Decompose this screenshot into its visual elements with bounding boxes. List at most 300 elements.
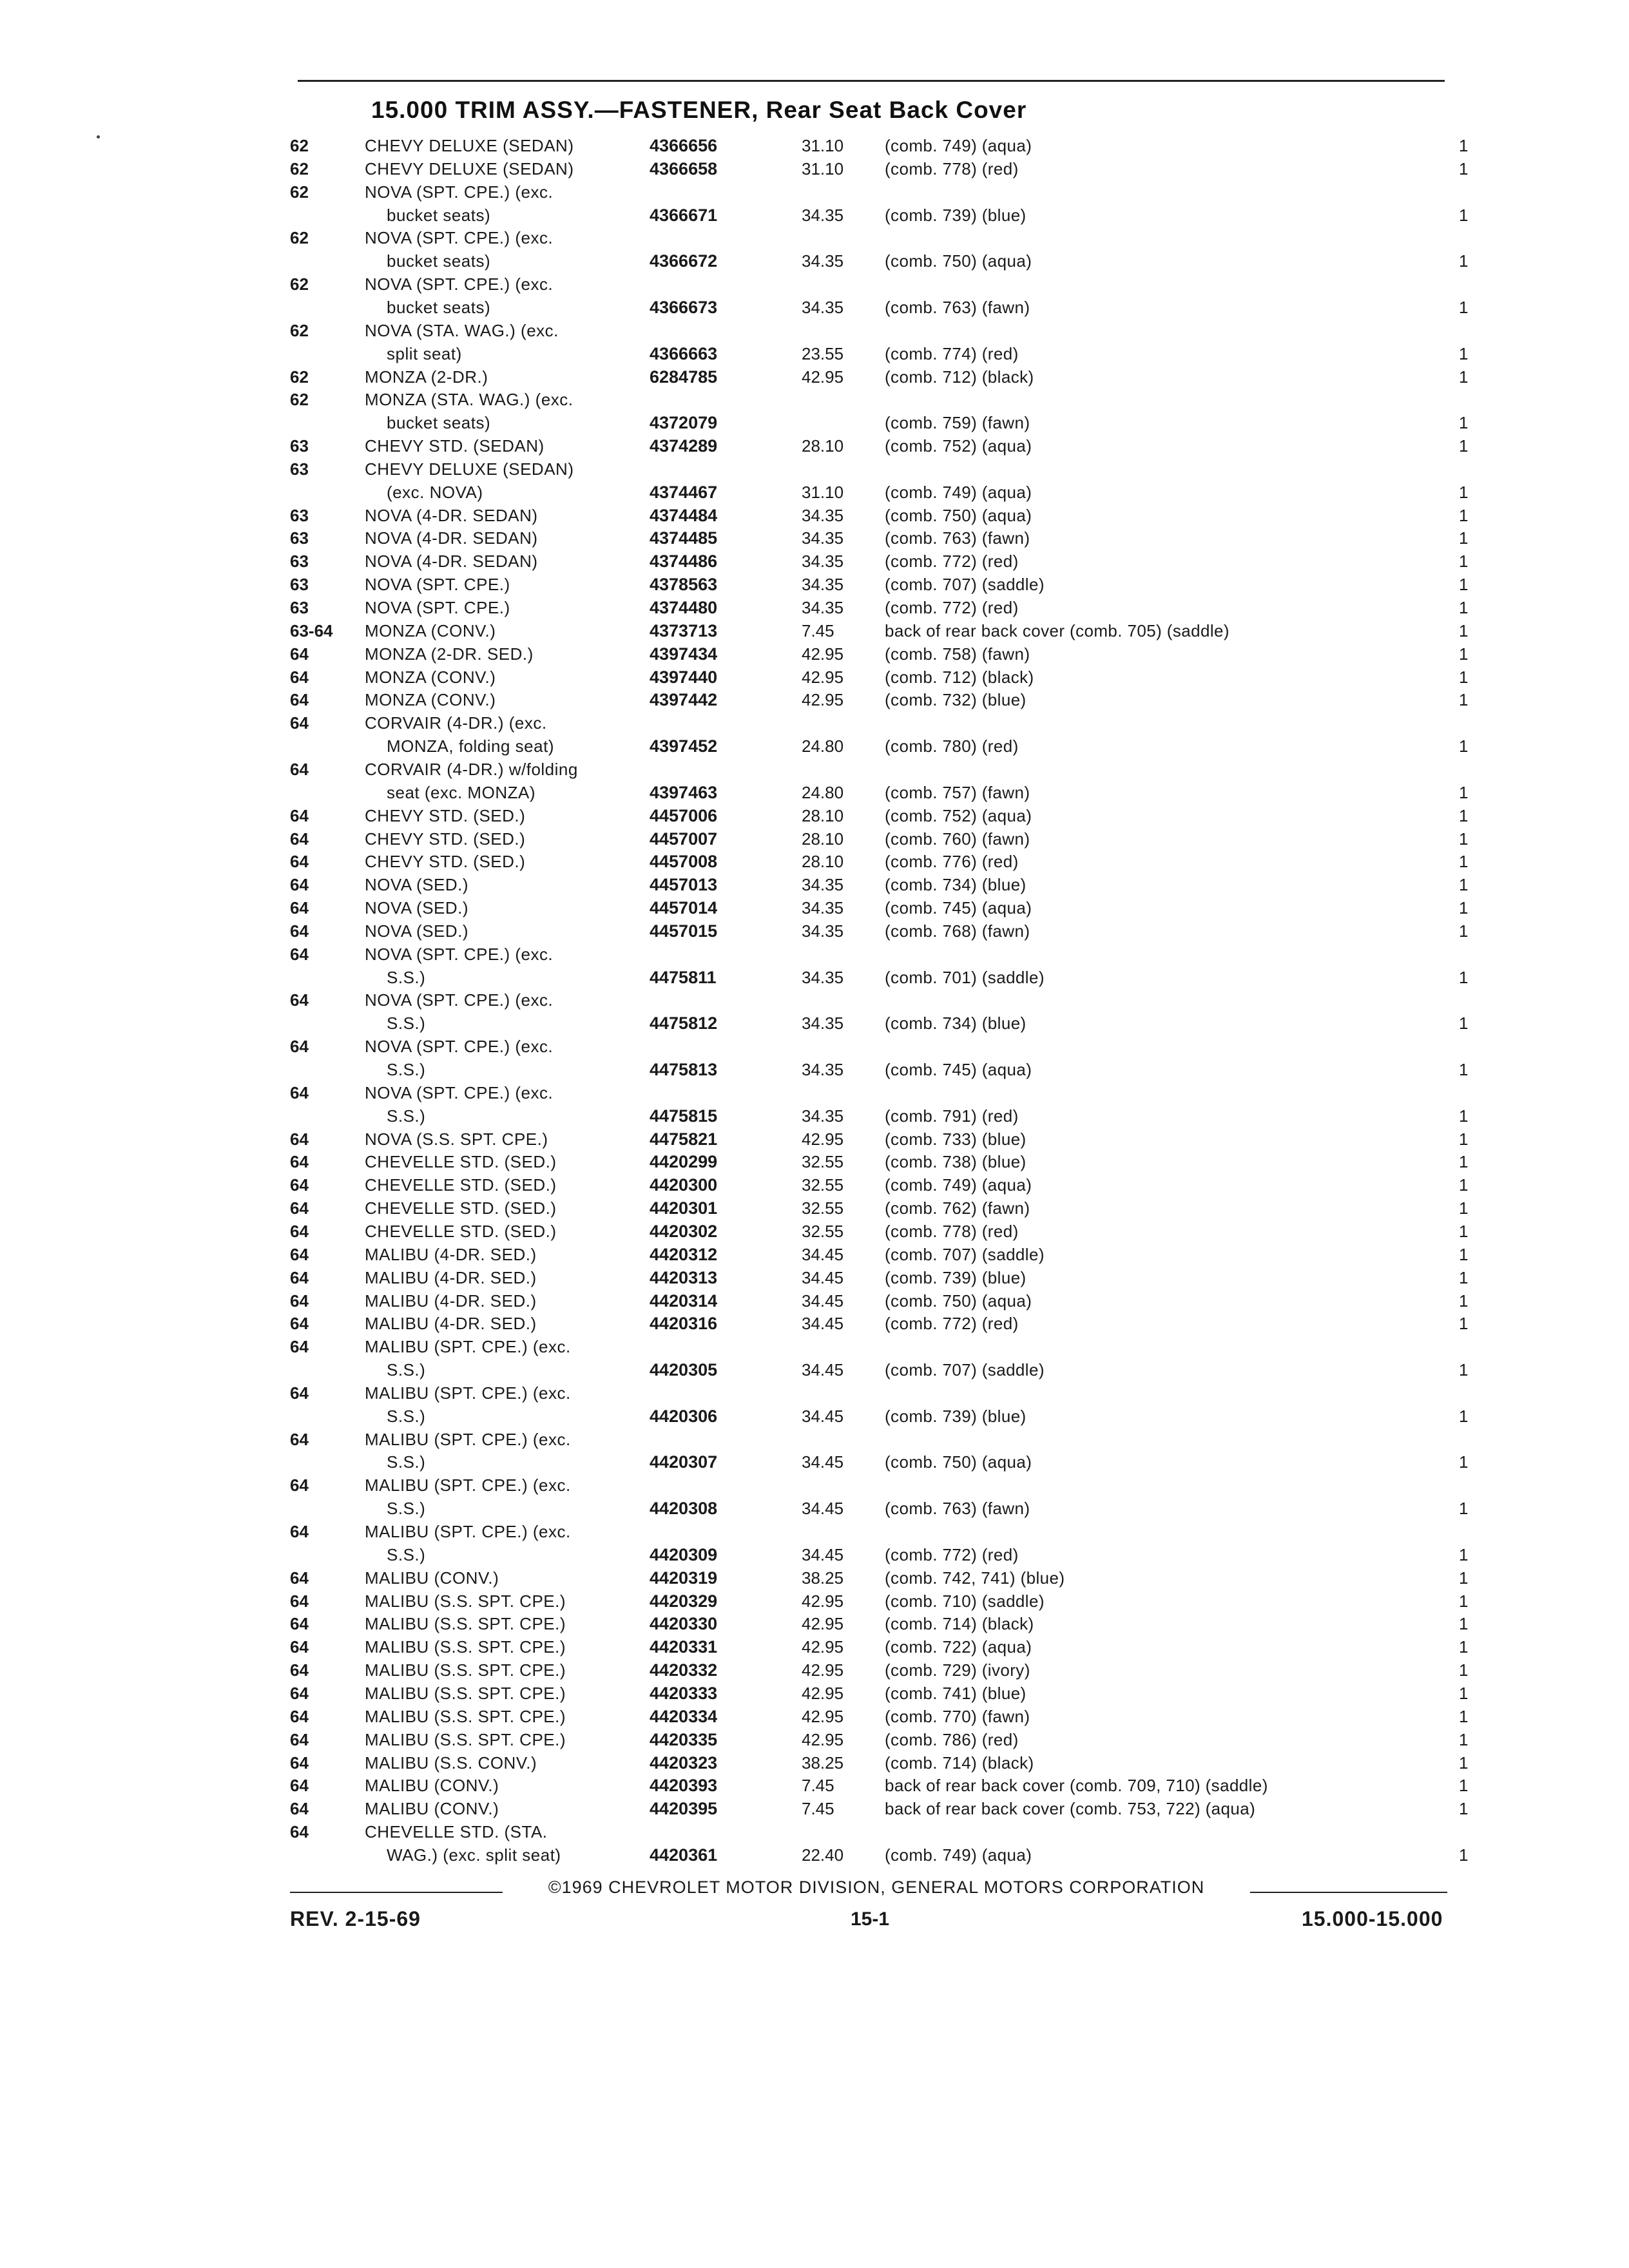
table-row bbox=[0, 1128, 1629, 1151]
trim-combination: (comb. 734) (blue) bbox=[885, 1014, 1027, 1033]
table-row bbox=[0, 1658, 1629, 1682]
trim-combination: (comb. 738) (blue) bbox=[885, 1152, 1027, 1172]
table-row bbox=[0, 1612, 1629, 1635]
table-row bbox=[0, 1566, 1629, 1590]
model-year: 64 bbox=[290, 667, 309, 687]
model-year: 64 bbox=[290, 713, 309, 733]
table-row bbox=[0, 434, 1629, 457]
table-row bbox=[0, 457, 1629, 481]
part-number: 4372079 bbox=[650, 413, 718, 433]
model-description: MALIBU (S.S. SPT. CPE.) bbox=[365, 1706, 566, 1726]
model-description: CHEVY STD. (SED.) bbox=[365, 852, 526, 872]
trim-combination: (comb. 742, 741) (blue) bbox=[885, 1568, 1065, 1588]
list-price: 34.35 bbox=[802, 528, 844, 548]
quantity: 1 bbox=[1459, 1406, 1469, 1426]
trim-combination: (comb. 786) (red) bbox=[885, 1729, 1019, 1749]
model-year: 64 bbox=[290, 829, 309, 849]
list-price: 34.35 bbox=[802, 505, 844, 525]
model-description: MALIBU (SPT. CPE.) (exc. bbox=[365, 1475, 571, 1495]
part-number: 4457013 bbox=[650, 875, 718, 895]
table-row bbox=[0, 550, 1629, 573]
part-number: 4475815 bbox=[650, 1106, 718, 1126]
model-description: MALIBU (SPT. CPE.) (exc. bbox=[365, 1429, 571, 1449]
model-description: NOVA (SED.) bbox=[365, 898, 469, 918]
model-description: MONZA (STA. WAG.) (exc. bbox=[365, 390, 574, 410]
table-row bbox=[0, 1173, 1629, 1196]
trim-combination: (comb. 749) (aqua) bbox=[885, 1175, 1032, 1195]
list-price: 42.95 bbox=[802, 1729, 844, 1749]
list-price: 34.35 bbox=[802, 552, 844, 572]
model-description: CHEVELLE STD. (STA. bbox=[365, 1822, 548, 1842]
trim-combination: back of rear back cover (comb. 709, 710) (saddle) bbox=[885, 1776, 1268, 1796]
trim-combination: (comb. 791) (red) bbox=[885, 1106, 1019, 1126]
model-year: 64 bbox=[290, 1475, 309, 1495]
quantity: 1 bbox=[1459, 528, 1469, 548]
model-description: bucket seats) bbox=[387, 297, 491, 317]
model-year: 63 bbox=[290, 598, 309, 617]
table-row bbox=[0, 896, 1629, 919]
model-year: 64 bbox=[290, 852, 309, 872]
table-row bbox=[0, 180, 1629, 204]
model-description: bucket seats) bbox=[387, 251, 491, 271]
quantity: 1 bbox=[1459, 1660, 1469, 1680]
table-row bbox=[0, 1220, 1629, 1243]
trim-combination: (comb. 774) (red) bbox=[885, 343, 1019, 363]
quantity: 1 bbox=[1459, 1175, 1469, 1195]
list-price: 34.45 bbox=[802, 1291, 844, 1311]
table-row bbox=[0, 1266, 1629, 1289]
model-description: NOVA (SPT. CPE.) bbox=[365, 575, 510, 595]
model-year: 64 bbox=[290, 1429, 309, 1449]
list-price: 34.35 bbox=[802, 921, 844, 941]
table-row bbox=[0, 1751, 1629, 1774]
quantity: 1 bbox=[1459, 1544, 1469, 1564]
quantity: 1 bbox=[1459, 575, 1469, 595]
list-price: 7.45 bbox=[802, 620, 834, 640]
trim-combination: (comb. 763) (fawn) bbox=[885, 297, 1030, 317]
trim-combination: (comb. 722) (aqua) bbox=[885, 1637, 1032, 1657]
model-year: 64 bbox=[290, 1037, 309, 1057]
part-number: 4420316 bbox=[650, 1314, 718, 1334]
model-description: CHEVY STD. (SED.) bbox=[365, 805, 526, 825]
model-description: NOVA (SPT. CPE.) (exc. bbox=[365, 228, 554, 248]
part-number: 4366671 bbox=[650, 205, 718, 225]
trim-combination: back of rear back cover (comb. 705) (saddle) bbox=[885, 620, 1229, 640]
quantity: 1 bbox=[1459, 413, 1469, 433]
table-row bbox=[0, 1635, 1629, 1658]
quantity: 1 bbox=[1459, 505, 1469, 525]
model-year: 64 bbox=[290, 1637, 309, 1657]
model-year: 63 bbox=[290, 459, 309, 479]
model-year: 63 bbox=[290, 436, 309, 456]
model-description: MALIBU (S.S. SPT. CPE.) bbox=[365, 1660, 566, 1680]
list-price: 31.10 bbox=[802, 136, 844, 155]
model-description: CHEVELLE STD. (SED.) bbox=[365, 1198, 557, 1218]
trim-combination: (comb. 750) (aqua) bbox=[885, 251, 1032, 271]
table-row bbox=[0, 1474, 1629, 1497]
quantity: 1 bbox=[1459, 829, 1469, 849]
model-description: MALIBU (S.S. SPT. CPE.) bbox=[365, 1614, 566, 1634]
model-description: S.S.) bbox=[387, 1406, 426, 1426]
table-row bbox=[0, 873, 1629, 896]
list-price: 24.80 bbox=[802, 782, 844, 802]
page-number: 15-1 bbox=[851, 1908, 890, 1930]
part-number: 4420361 bbox=[650, 1845, 718, 1865]
model-year: 64 bbox=[290, 1568, 309, 1588]
model-year: 64 bbox=[290, 1591, 309, 1611]
model-year: 62 bbox=[290, 182, 309, 202]
list-price: 38.25 bbox=[802, 1568, 844, 1588]
part-number: 4420323 bbox=[650, 1753, 718, 1773]
page-title: 15.000 TRIM ASSY.—FASTENER, Rear Seat Back Cover bbox=[371, 97, 1027, 123]
table-row bbox=[0, 1520, 1629, 1543]
table-row bbox=[0, 249, 1629, 273]
table-row bbox=[0, 319, 1629, 342]
model-description: bucket seats) bbox=[387, 205, 491, 225]
model-description: MALIBU (S.S. CONV.) bbox=[365, 1753, 537, 1773]
model-description: S.S.) bbox=[387, 1060, 426, 1079]
list-price: 42.95 bbox=[802, 1591, 844, 1611]
table-row bbox=[0, 526, 1629, 550]
model-description: CHEVY DELUXE (SEDAN) bbox=[365, 459, 574, 479]
model-year: 64 bbox=[290, 1337, 309, 1357]
quantity: 1 bbox=[1459, 967, 1469, 987]
model-year: 63 bbox=[290, 505, 309, 525]
table-row bbox=[0, 758, 1629, 781]
quantity: 1 bbox=[1459, 367, 1469, 387]
list-price: 34.35 bbox=[802, 1060, 844, 1079]
model-year: 63-64 bbox=[290, 620, 333, 640]
model-description: MALIBU (4-DR. SED.) bbox=[365, 1314, 537, 1334]
trim-combination: (comb. 707) (saddle) bbox=[885, 575, 1045, 595]
trim-combination: (comb. 733) (blue) bbox=[885, 1129, 1027, 1149]
part-number: 4420393 bbox=[650, 1776, 718, 1796]
table-row bbox=[0, 1289, 1629, 1312]
trim-combination: (comb. 750) (aqua) bbox=[885, 1291, 1032, 1311]
part-number: 4420309 bbox=[650, 1544, 718, 1564]
trim-combination: (comb. 714) (black) bbox=[885, 1753, 1034, 1773]
part-number: 4397452 bbox=[650, 736, 718, 756]
model-description: NOVA (SPT. CPE.) (exc. bbox=[365, 274, 554, 294]
table-row bbox=[0, 1682, 1629, 1705]
table-row bbox=[0, 388, 1629, 411]
list-price: 42.95 bbox=[802, 1660, 844, 1680]
quantity: 1 bbox=[1459, 1637, 1469, 1657]
model-year: 64 bbox=[290, 1314, 309, 1334]
trim-combination: (comb. 732) (blue) bbox=[885, 690, 1027, 710]
model-year: 64 bbox=[290, 1082, 309, 1102]
model-description: S.S.) bbox=[387, 1360, 426, 1380]
trim-combination: back of rear back cover (comb. 753, 722) (aqua) bbox=[885, 1799, 1256, 1819]
trim-combination: (comb. 760) (fawn) bbox=[885, 829, 1030, 849]
trim-combination: (comb. 757) (fawn) bbox=[885, 782, 1030, 802]
model-year: 62 bbox=[290, 390, 309, 410]
model-year: 64 bbox=[290, 875, 309, 895]
trim-combination: (comb. 745) (aqua) bbox=[885, 898, 1032, 918]
quantity: 1 bbox=[1459, 921, 1469, 941]
model-description: MALIBU (4-DR. SED.) bbox=[365, 1244, 537, 1264]
model-description: NOVA (SPT. CPE.) bbox=[365, 598, 510, 617]
quantity: 1 bbox=[1459, 598, 1469, 617]
quantity: 1 bbox=[1459, 1614, 1469, 1634]
part-number: 4420301 bbox=[650, 1198, 718, 1218]
table-row bbox=[0, 1450, 1629, 1474]
part-number: 4420395 bbox=[650, 1799, 718, 1819]
list-price: 34.45 bbox=[802, 1267, 844, 1287]
trim-combination: (comb. 758) (fawn) bbox=[885, 644, 1030, 664]
trim-combination: (comb. 710) (saddle) bbox=[885, 1591, 1045, 1611]
table-row bbox=[0, 1405, 1629, 1428]
table-row bbox=[0, 481, 1629, 504]
part-number: 4420333 bbox=[650, 1683, 718, 1703]
trim-combination: (comb. 780) (red) bbox=[885, 736, 1019, 756]
model-description: (exc. NOVA) bbox=[387, 482, 483, 502]
trim-combination: (comb. 770) (fawn) bbox=[885, 1706, 1030, 1726]
quantity: 1 bbox=[1459, 1060, 1469, 1079]
quantity: 1 bbox=[1459, 852, 1469, 872]
table-row bbox=[0, 1774, 1629, 1797]
table-row bbox=[0, 642, 1629, 666]
table-row bbox=[0, 1797, 1629, 1820]
quantity: 1 bbox=[1459, 898, 1469, 918]
trim-combination: (comb. 772) (red) bbox=[885, 1314, 1019, 1334]
part-number: 4366672 bbox=[650, 251, 718, 271]
list-price: 42.95 bbox=[802, 690, 844, 710]
list-price: 34.45 bbox=[802, 1544, 844, 1564]
trim-combination: (comb. 776) (red) bbox=[885, 852, 1019, 872]
table-row bbox=[0, 711, 1629, 735]
quantity: 1 bbox=[1459, 875, 1469, 895]
list-price: 34.45 bbox=[802, 1360, 844, 1380]
model-description: S.S.) bbox=[387, 1452, 426, 1472]
model-year: 64 bbox=[290, 1244, 309, 1264]
model-description: CORVAIR (4-DR.) w/folding bbox=[365, 759, 578, 779]
model-year: 64 bbox=[290, 690, 309, 710]
quantity: 1 bbox=[1459, 1360, 1469, 1380]
model-year: 63 bbox=[290, 575, 309, 595]
table-row bbox=[0, 1381, 1629, 1405]
model-description: CORVAIR (4-DR.) (exc. bbox=[365, 713, 547, 733]
quantity: 1 bbox=[1459, 251, 1469, 271]
quantity: 1 bbox=[1459, 1314, 1469, 1334]
quantity: 1 bbox=[1459, 1845, 1469, 1865]
part-number: 4420335 bbox=[650, 1729, 718, 1749]
model-year: 64 bbox=[290, 1776, 309, 1796]
part-number: 4397442 bbox=[650, 690, 718, 710]
copyright-notice: ©1969 CHEVROLET MOTOR DIVISION, GENERAL MOTORS CORPORATION bbox=[548, 1878, 1205, 1897]
part-number: 4475821 bbox=[650, 1129, 718, 1149]
model-description: S.S.) bbox=[387, 1499, 426, 1519]
part-number: 4420307 bbox=[650, 1452, 718, 1472]
list-price: 24.80 bbox=[802, 736, 844, 756]
part-number: 4420300 bbox=[650, 1175, 718, 1195]
part-number: 4366658 bbox=[650, 159, 718, 178]
model-description: S.S.) bbox=[387, 967, 426, 987]
part-number: 4475813 bbox=[650, 1060, 718, 1079]
list-price: 34.35 bbox=[802, 297, 844, 317]
model-year: 64 bbox=[290, 759, 309, 779]
part-number: 4420302 bbox=[650, 1221, 718, 1241]
model-description: MONZA (2-DR. SED.) bbox=[365, 644, 534, 664]
trim-combination: (comb. 768) (fawn) bbox=[885, 921, 1030, 941]
part-number: 4420330 bbox=[650, 1614, 718, 1634]
part-number: 4420308 bbox=[650, 1499, 718, 1519]
table-row bbox=[0, 342, 1629, 365]
table-row bbox=[0, 1543, 1629, 1566]
model-description: CHEVELLE STD. (SED.) bbox=[365, 1152, 557, 1172]
list-price: 28.10 bbox=[802, 852, 844, 872]
part-number: 4397434 bbox=[650, 644, 718, 664]
model-year: 64 bbox=[290, 1729, 309, 1749]
part-number: 4378563 bbox=[650, 575, 718, 595]
table-row bbox=[0, 1150, 1629, 1173]
trim-combination: (comb. 749) (aqua) bbox=[885, 482, 1032, 502]
model-description: MALIBU (S.S. SPT. CPE.) bbox=[365, 1729, 566, 1749]
list-price: 28.10 bbox=[802, 805, 844, 825]
list-price: 31.10 bbox=[802, 159, 844, 178]
model-description: CHEVY STD. (SED.) bbox=[365, 829, 526, 849]
quantity: 1 bbox=[1459, 1291, 1469, 1311]
model-description: NOVA (SED.) bbox=[365, 875, 469, 895]
table-row bbox=[0, 735, 1629, 758]
model-year: 64 bbox=[290, 898, 309, 918]
part-number: 4374484 bbox=[650, 505, 718, 525]
table-row bbox=[0, 1820, 1629, 1843]
quantity: 1 bbox=[1459, 159, 1469, 178]
list-price: 32.55 bbox=[802, 1198, 844, 1218]
trim-combination: (comb. 741) (blue) bbox=[885, 1683, 1027, 1703]
list-price: 34.45 bbox=[802, 1406, 844, 1426]
trim-combination: (comb. 714) (black) bbox=[885, 1614, 1034, 1634]
list-price: 42.95 bbox=[802, 1706, 844, 1726]
trim-combination: (comb. 712) (black) bbox=[885, 367, 1034, 387]
list-price: 7.45 bbox=[802, 1776, 834, 1796]
model-description: MALIBU (SPT. CPE.) (exc. bbox=[365, 1337, 571, 1357]
list-price: 34.35 bbox=[802, 251, 844, 271]
part-number: 4420313 bbox=[650, 1267, 718, 1287]
part-number: 4366673 bbox=[650, 297, 718, 317]
table-row bbox=[0, 619, 1629, 642]
model-year: 64 bbox=[290, 1267, 309, 1287]
table-row bbox=[0, 1428, 1629, 1451]
list-price: 42.95 bbox=[802, 644, 844, 664]
list-price: 28.10 bbox=[802, 436, 844, 456]
trim-combination: (comb. 729) (ivory) bbox=[885, 1660, 1030, 1680]
trim-combination: (comb. 739) (blue) bbox=[885, 205, 1027, 225]
model-description: CHEVELLE STD. (SED.) bbox=[365, 1175, 557, 1195]
quantity: 1 bbox=[1459, 1198, 1469, 1218]
part-number: 4374480 bbox=[650, 598, 718, 617]
quantity: 1 bbox=[1459, 1129, 1469, 1149]
table-row bbox=[0, 296, 1629, 319]
part-number: 4374485 bbox=[650, 528, 718, 548]
trim-combination: (comb. 772) (red) bbox=[885, 598, 1019, 617]
model-description: MALIBU (4-DR. SED.) bbox=[365, 1291, 537, 1311]
part-number: 4457008 bbox=[650, 852, 718, 872]
model-year: 64 bbox=[290, 1683, 309, 1703]
model-year: 62 bbox=[290, 159, 309, 178]
list-price: 34.35 bbox=[802, 1014, 844, 1033]
model-year: 62 bbox=[290, 228, 309, 248]
trim-combination: (comb. 750) (aqua) bbox=[885, 505, 1032, 525]
table-row bbox=[0, 1705, 1629, 1728]
trim-combination: (comb. 772) (red) bbox=[885, 552, 1019, 572]
table-row bbox=[0, 365, 1629, 389]
part-number: 4397440 bbox=[650, 667, 718, 687]
part-number: 4457015 bbox=[650, 921, 718, 941]
list-price: 22.40 bbox=[802, 1845, 844, 1865]
list-price: 32.55 bbox=[802, 1175, 844, 1195]
list-price: 34.45 bbox=[802, 1314, 844, 1334]
list-price: 42.95 bbox=[802, 667, 844, 687]
part-number: 4420319 bbox=[650, 1568, 718, 1588]
quantity: 1 bbox=[1459, 482, 1469, 502]
list-price: 34.45 bbox=[802, 1452, 844, 1472]
table-row bbox=[0, 504, 1629, 527]
quantity: 1 bbox=[1459, 1152, 1469, 1172]
model-year: 64 bbox=[290, 921, 309, 941]
model-description: NOVA (4-DR. SEDAN) bbox=[365, 505, 538, 525]
list-price: 42.95 bbox=[802, 1683, 844, 1703]
model-description: NOVA (SPT. CPE.) (exc. bbox=[365, 182, 554, 202]
quantity: 1 bbox=[1459, 1683, 1469, 1703]
part-number: 4457014 bbox=[650, 898, 718, 918]
model-description: NOVA (SED.) bbox=[365, 921, 469, 941]
quantity: 1 bbox=[1459, 690, 1469, 710]
list-price: 34.35 bbox=[802, 205, 844, 225]
quantity: 1 bbox=[1459, 436, 1469, 456]
part-number: 6284785 bbox=[650, 367, 718, 387]
trim-combination: (comb. 739) (blue) bbox=[885, 1406, 1027, 1426]
footer-rule-right bbox=[1250, 1892, 1447, 1893]
list-price: 34.45 bbox=[802, 1499, 844, 1519]
model-description: NOVA (SPT. CPE.) (exc. bbox=[365, 990, 554, 1010]
model-year: 64 bbox=[290, 1129, 309, 1149]
footer-rule-left bbox=[290, 1892, 503, 1893]
list-price: 34.35 bbox=[802, 898, 844, 918]
model-year: 64 bbox=[290, 1522, 309, 1541]
revision-date: REV. 2-15-69 bbox=[290, 1907, 421, 1930]
trim-combination: (comb. 778) (red) bbox=[885, 1221, 1019, 1241]
part-number: 4420329 bbox=[650, 1591, 718, 1611]
list-price: 34.35 bbox=[802, 598, 844, 617]
quantity: 1 bbox=[1459, 1221, 1469, 1241]
quantity: 1 bbox=[1459, 805, 1469, 825]
table-row bbox=[0, 1335, 1629, 1358]
list-price: 34.35 bbox=[802, 875, 844, 895]
quantity: 1 bbox=[1459, 1799, 1469, 1819]
model-description: MONZA (CONV.) bbox=[365, 667, 496, 687]
table-row bbox=[0, 134, 1629, 157]
model-description: MALIBU (S.S. SPT. CPE.) bbox=[365, 1637, 566, 1657]
model-description: CHEVY STD. (SEDAN) bbox=[365, 436, 545, 456]
table-row bbox=[0, 411, 1629, 434]
trim-combination: (comb. 745) (aqua) bbox=[885, 1060, 1032, 1079]
list-price: 42.95 bbox=[802, 1129, 844, 1149]
table-row bbox=[0, 919, 1629, 943]
section-reference: 15.000-15.000 bbox=[1302, 1907, 1443, 1930]
quantity: 1 bbox=[1459, 297, 1469, 317]
model-year: 64 bbox=[290, 944, 309, 964]
table-row bbox=[0, 850, 1629, 873]
model-description: NOVA (SPT. CPE.) (exc. bbox=[365, 944, 554, 964]
model-description: MONZA (CONV.) bbox=[365, 690, 496, 710]
trim-combination: (comb. 707) (saddle) bbox=[885, 1360, 1045, 1380]
model-description: NOVA (SPT. CPE.) (exc. bbox=[365, 1082, 554, 1102]
model-description: MALIBU (S.S. SPT. CPE.) bbox=[365, 1683, 566, 1703]
table-row bbox=[0, 1497, 1629, 1520]
list-price: 32.55 bbox=[802, 1152, 844, 1172]
